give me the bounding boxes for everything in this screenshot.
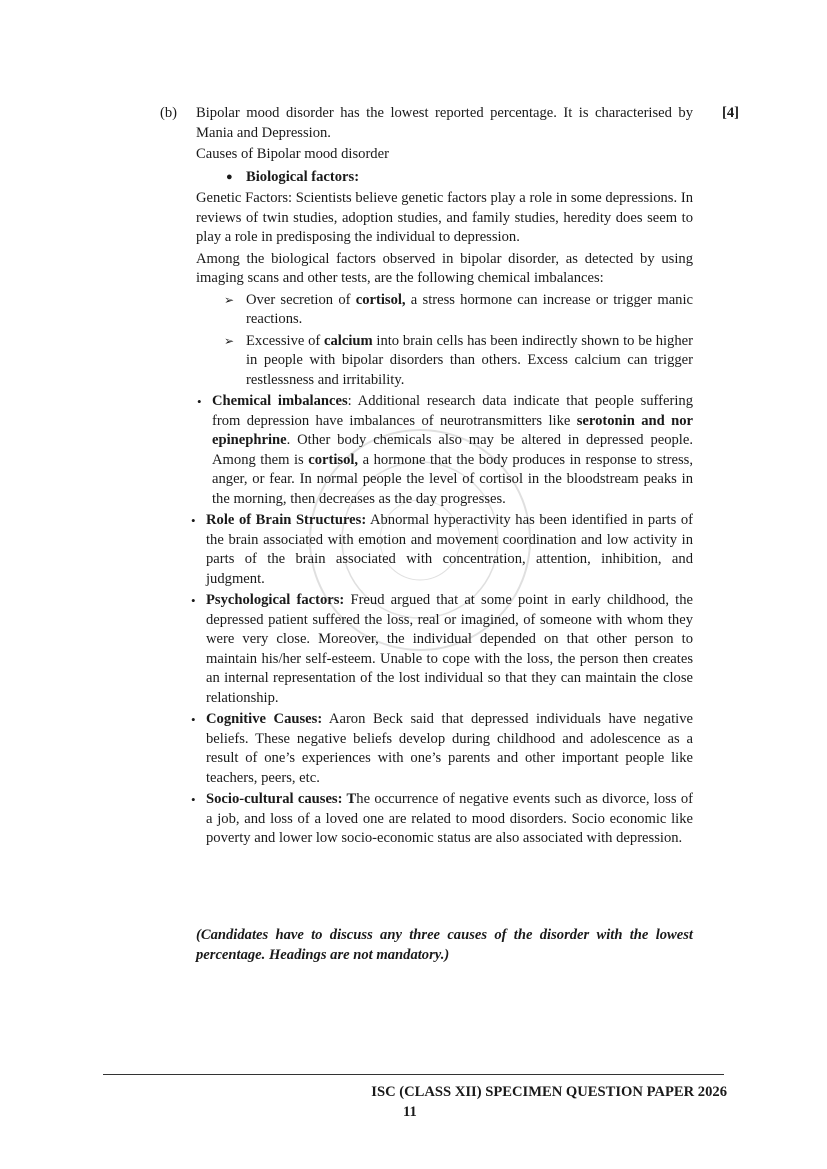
bullet-icon: • <box>191 513 196 528</box>
cause-brain-structures: • Role of Brain Structures: Abnormal hyperactivity has been identified in parts of the brain associated with emotion and movement coordination and low activity in parts of the brain associated with concentration, attention, inhibition, and judgment. <box>191 512 693 587</box>
arrow-bullet-icon: ➢ <box>224 292 235 307</box>
genetic-text: Genetic Factors: Scientists believe genetic factors play a role in some depressions. In reviews of twin studies, adoption studies, and family studies, heredity does seem to play a role in predisposing the individual to depression. <box>196 190 693 245</box>
among-text: Among the biological factors observed in bipolar disorder, as detected by using imaging scans and other tests, are the following chemical imbalances: <box>196 250 693 286</box>
answer-content <box>191 104 693 849</box>
causes-heading: Causes of Bipolar mood disorder <box>196 146 389 162</box>
cause-psychological: • Psychological factors: Freud argued that at some point in early childhood, the depressed patient suffered the loss, real or imagined, of someone with whom they were very close. Moreover, the individual depended on that other person to maintain his/her self-esteem. Unable to cope with the loss, the person then creates an internal representation of the lost individual so that they can maintain the close relationship. <box>191 592 693 706</box>
cause-chemical-imbalances: • Chemical imbalances: Additional research data indicate that people suffering from depression have imbalances of neurotransmitters like serotonin and nor epinephrine. Other body chemicals also may be altered in depressed people. Among them is cortisol, a hormone that the body produces in response to stress, anger, or fear. In normal people the level of cortisol in the bloodstream peaks in the morning, then decreases as the day progresses. <box>197 393 693 507</box>
bullet-icon: • <box>191 593 196 608</box>
bullet-icon: • <box>197 394 202 409</box>
cause-socio-cultural: • Socio-cultural causes: The occurrence of negative events such as divorce, loss of a job, and loss of a loved one are related to mood disorders. Socio economic like poverty and lower low socio-economic status are also associated with depression. <box>191 791 693 846</box>
arrow-bullet-icon: ➢ <box>224 333 235 348</box>
intro-text: Bipolar mood disorder has the lowest reported percentage. It is characterised by Mania and Depression. <box>196 105 693 141</box>
bullet-icon: • <box>191 712 196 727</box>
question-marks: [4] <box>722 105 740 121</box>
biological-heading-item <box>196 168 693 188</box>
page-number: 11 <box>403 1104 417 1120</box>
footer-title: ISC (CLASS XII) SPECIMEN QUESTION PAPER 2026 <box>371 1084 727 1100</box>
cause-cognitive: • Cognitive Causes: Aaron Beck said that depressed individuals have negative beliefs. These negative beliefs develop during childhood and adolescence as a result of one’s experiences with one’s parents and other important people like teachers, peers, etc. <box>191 711 693 786</box>
bullet-icon: • <box>191 792 196 807</box>
footer-divider <box>103 1074 724 1075</box>
question-label: (b) <box>160 105 178 121</box>
candidate-note: (Candidates have to discuss any three causes of the disorder with the lowest percentage. Headings are not mandatory.) <box>196 927 693 963</box>
bullet-icon: ● <box>226 170 233 183</box>
sub-point-calcium: ➢ Excessive of calcium into brain cells has been indirectly shown to be higher in people with bipolar disorders than others. Excess calcium can trigger restlessness and irritability. <box>224 332 693 388</box>
sub-point-cortisol: ➢ Over secretion of cortisol, a stress hormone can increase or trigger manic reactions. <box>224 291 693 327</box>
biological-heading: Biological factors: <box>246 168 360 185</box>
